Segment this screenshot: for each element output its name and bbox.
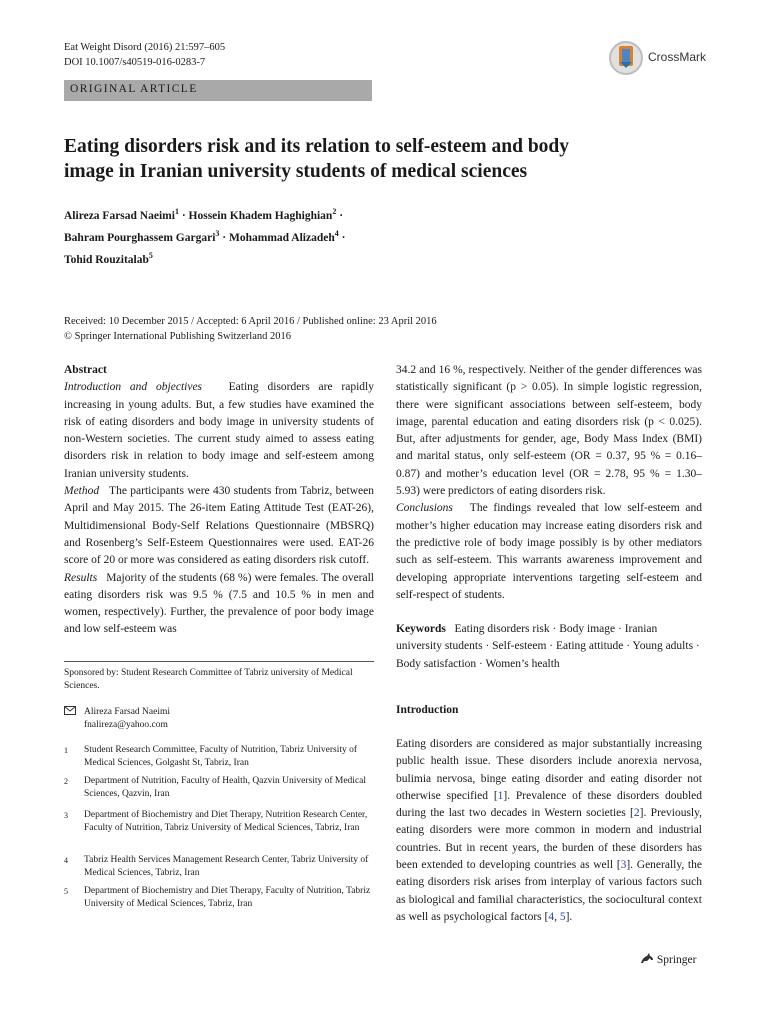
author-separator: · — [219, 231, 227, 244]
citation-link[interactable]: 5 — [559, 910, 566, 923]
publisher-name: Springer — [656, 954, 697, 966]
intro-label: Introduction and objectives — [64, 381, 203, 394]
affiliation-text: Department of Biochemistry and Diet Therapy, Faculty of Nutrition, Tabriz University of Medical Sciences, Tabriz, Iran — [84, 886, 371, 909]
footnote-divider — [64, 661, 374, 662]
intro-paragraph-part: ]. Previously, eating disorders were more common in modern and industrial countries. But in recent years, the burden of these disorders has been extended to developing countries as well [ — [396, 807, 702, 872]
article-type-banner — [64, 80, 372, 101]
citation-link[interactable]: 2 — [633, 807, 640, 820]
copyright-line: © Springer International Publishing Switzerland 2016 — [64, 331, 291, 342]
publisher-footer — [640, 952, 696, 966]
affiliation-text: Department of Nutrition, Faculty of Health, Qazvin University of Medical Sciences, Qazvin, Iran — [84, 776, 367, 799]
introduction-heading: Introduction — [396, 704, 459, 716]
affiliation-number: 5 — [64, 887, 68, 896]
affiliation-item — [0, 854, 380, 886]
journal-citation: Eat Weight Disord (2016) 21:597–605 — [64, 42, 226, 53]
citation-separator: , — [554, 910, 560, 923]
abstract-results — [64, 570, 374, 639]
keywords-label: Keywords — [396, 623, 446, 635]
affiliation-item — [0, 809, 380, 854]
intro-paragraph-part: ]. Prevalence of these disorders doubled during the last two decades in Western societies [ — [396, 789, 702, 820]
affiliation-number: 3 — [64, 811, 68, 820]
journal-info — [64, 40, 225, 70]
author-separator: · — [178, 209, 186, 222]
citation-link[interactable]: 1 — [497, 789, 504, 802]
intro-paragraph-part: Eating disorders are considered as major substantially increasing public health issue. These disorders include anorexia nervosa, bulimia nervosa, binge eating disorder and eating disorder not otherwise specified [ — [396, 738, 702, 802]
author-name[interactable]: Hossein Khadem Haghighian — [188, 209, 333, 222]
intro-paragraph-part: ]. — [565, 910, 573, 923]
affiliation-text: Student Research Committee, Faculty of Nutrition, Tabriz University of Medical Sciences, Golgasht St, Tabriz, Iran — [84, 745, 358, 768]
author-affiliation-mark: 1 — [174, 207, 179, 216]
results-text: Majority of the students (68 %) were females. The overall eating disorders risk was 9.5 % (7.5 and 10.5 % in men and women, respectively). Further, the prevalence of poor body image and low self-esteem was — [64, 571, 374, 636]
affiliation-number: 4 — [64, 856, 68, 865]
title-line-1: Eating disorders risk and its relation to self-esteem and body — [64, 136, 570, 157]
affiliation-text: Tabriz Health Services Management Research Center, Tabriz University of Medical Sciences, Tabriz, Iran — [84, 855, 369, 878]
title-line-2: image in Iranian university students of medical sciences — [64, 161, 528, 182]
keywords-text: Eating disorders risk · Body image · Iranian university students · Self-esteem · Eating attitude · Young adults · Body satisfaction · Women’s health — [396, 623, 700, 670]
author-name[interactable]: Bahram Pourghassem Gargari — [64, 231, 216, 244]
method-label: Method — [64, 485, 100, 498]
affiliation-item — [0, 885, 380, 930]
history-dates: Received: 10 December 2015 / Accepted: 6 April 2016 / Published online: 23 April 2016 — [64, 316, 437, 327]
author-affiliation-mark: 4 — [334, 228, 339, 238]
method-text: The participants were 430 students from Tabriz, between April and May 2015. The 26-item Eating Attitude Test (EAT-26), Multidimensional Body-Self Relations Questionnaire (MBSRQ) and Rosenberg’s Self-Esteem Questionnaires were used. EAT-26 score of 20 or more was considered as eating disorders risk cutoff. — [64, 485, 374, 567]
corresponding-email[interactable]: fnalireza@yahoo.com — [84, 720, 168, 730]
conclusions-text: The findings revealed that low self-esteem and mother’s higher education may increase eating disorders risk and the predictive role of body image possibly is by other mediators such as self-esteem. This warrants awareness improvement and developing appropriate interventions targeting self-esteem and self-respect of students. — [396, 502, 703, 601]
corresponding-author: Alireza Farsad Naeimi — [84, 707, 170, 717]
springer-horse-icon — [640, 952, 654, 964]
intro-text: Eating disorders are rapidly increasing in young adults. But, a few studies have examined the risk of eating disorders and body image in university students of non-Western societies. The current study aimed to assess eating disorders risk in relation to body image and self-esteem among Iranian university students. — [64, 381, 375, 480]
affiliation-number: 1 — [64, 746, 68, 755]
envelope-icon — [64, 706, 76, 720]
results-continued: 34.2 and 16 %, respectively. Neither of the gender differences was statistically significant (p > 0.05). In simple logistic regression, there were significant associations between self-esteem, body image, parental education and eating disorders risk (p < 0.025). But, after adjustments for gender, age, Body Mass Index (BMI) and marital status, only self-esteem (OR = 0.37, 95 % = 0.16–0.87) and mother’s education level (OR = 2.78, 95 % = 1.30–5.93) were predictors of eating disorders risk. — [396, 364, 702, 498]
crossmark-badge[interactable] — [608, 40, 708, 76]
author-list — [64, 203, 464, 268]
intro-paragraph-part: ]. Generally, the eating disorders risk arises from interplay of various factors such as biological and familial characteristics, the sociocultural context as well as psychological factors [ — [396, 859, 702, 923]
article-type-label: ORIGINAL ARTICLE — [70, 83, 198, 95]
affiliation-text: Department of Biochemistry and Diet Therapy, Nutrition Research Center, Faculty of Nutrition, Tabriz University of Medical Sciences, Tabriz, Iran — [84, 810, 368, 833]
author-name[interactable]: Tohid Rouzitalab — [64, 253, 149, 266]
author-separator: · — [336, 209, 344, 222]
affiliation-item — [0, 775, 380, 807]
author-affiliation-mark: 2 — [332, 207, 337, 216]
abstract-continued — [396, 362, 702, 604]
results-label: Results — [64, 571, 98, 584]
abstract-heading: Abstract — [64, 364, 107, 376]
abstract-intro — [64, 379, 374, 483]
affiliation-item — [0, 744, 380, 776]
abstract-method — [64, 483, 374, 569]
citation-link[interactable]: 4 — [548, 910, 555, 923]
sponsor-note: Sponsored by: Student Research Committee of Tabriz university of Medical Sciences. — [64, 668, 353, 691]
author-affiliation-mark: 5 — [148, 250, 153, 260]
conclusions-label: Conclusions — [396, 502, 453, 515]
crossmark-label: CrossMark — [648, 50, 707, 64]
author-name[interactable]: Mohammad Alizadeh — [229, 231, 335, 244]
abstract-section — [64, 362, 374, 639]
affiliation-list — [0, 744, 380, 934]
affiliation-number: 2 — [64, 777, 68, 786]
citation-link[interactable]: 3 — [620, 859, 627, 872]
journal-doi[interactable]: DOI 10.1007/s40519-016-0283-7 — [64, 57, 206, 68]
author-name[interactable]: Alireza Farsad Naeimi — [64, 209, 175, 222]
publication-dates — [64, 314, 704, 344]
keywords-section — [396, 621, 702, 673]
paper-title — [64, 134, 684, 184]
abstract-conclusions — [396, 500, 702, 604]
author-affiliation-mark: 3 — [215, 228, 220, 238]
crossmark-icon — [608, 40, 644, 76]
introduction-body — [396, 736, 702, 926]
author-separator: · — [338, 231, 346, 244]
correspondence — [64, 706, 374, 732]
